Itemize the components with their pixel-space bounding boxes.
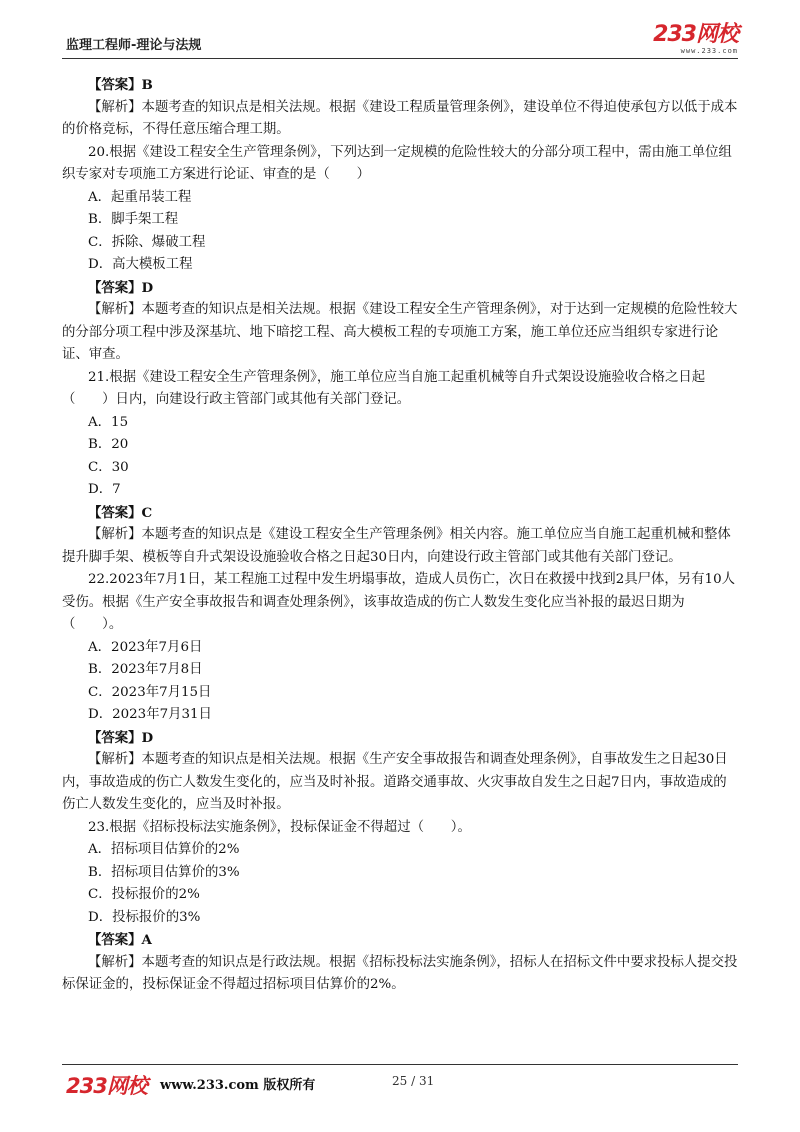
question-text: 22.2023年7月1日，某工程施工过程中发生坍塌事故，造成人员伤亡，次日在救援中找到2具尸体，另有10人受伤。根据《生产安全事故报告和调查处理条例》，该事故造成的伤亡人数发生变化应当补报的最迟日期为（ ）。 [62,572,735,632]
answer-option: C．30 [88,459,129,475]
footer-logo: 233网校 [66,1074,147,1098]
footer-copyright: www.233.com 版权所有 [160,1078,316,1093]
answer-option: D．投标报价的3% [88,909,201,925]
page-content [62,74,738,997]
question-text: 20.根据《建设工程安全生产管理条例》，下列达到一定规模的危险性较大的分部分项工程中，需由施工单位组织专家对专项施工方案进行论证、审查的是（ ） [62,144,732,182]
explanation-paragraph: 【解析】本题考查的知识点是相关法规。根据《建设工程质量管理条例》，建设单位不得迫使承包方以低于成本的价格竞标，不得任意压缩合理工期。 [62,99,738,137]
header-divider [62,58,738,59]
answer-option: D．高大模板工程 [88,257,193,272]
explanation-paragraph: 【解析】本题考查的知识点是行政法规。根据《招标投标法实施条例》，招标人在招标文件中要求投标人提交投标保证金的，投标保证金不得超过招标项目估算价的2%。 [62,954,738,992]
answer-option: A．招标项目估算价的2% [88,842,240,857]
answer-line: 【答案】B [88,77,153,93]
brand-logo [653,24,738,55]
answer-option: B．脚手架工程 [88,212,179,227]
answer-option: B．20 [88,437,129,452]
answer-option: A．2023年7月6日 [88,639,203,655]
answer-line: 【答案】D [88,729,154,746]
answer-line: 【答案】D [88,279,154,296]
question-text: 21.根据《建设工程安全生产管理条例》，施工单位应当自施工起重机械等自升式架设设施验收合格之日起（ ）日内，向建设行政主管部门或其他有关部门登记。 [62,369,706,407]
answer-option: C．拆除、爆破工程 [88,234,206,250]
brand-logo-text: 233网校 [653,22,738,47]
answer-option: B．招标项目估算价的3% [88,864,240,880]
footer-divider [62,1064,738,1065]
brand-logo-url: www.233.com [680,47,738,55]
answer-option: C．2023年7月15日 [88,684,212,700]
answer-line: 【答案】C [88,504,153,521]
explanation-paragraph: 【解析】本题考查的知识点是相关法规。根据《建设工程安全生产管理条例》，对于达到一定规模的危险性较大的分部分项工程中涉及深基坑、地下暗挖工程、高大模板工程的专项施工方案，施工单位还应当组织专家进行论证、审查。 [62,302,738,362]
answer-line: 【答案】A [88,932,152,948]
answer-option: B．2023年7月8日 [88,662,203,677]
document-title: 监理工程师-理论与法规 [66,38,202,53]
answer-option: C．投标报价的2% [88,887,200,902]
explanation-paragraph: 【解析】本题考查的知识点是《建设工程安全生产管理条例》相关内容。施工单位应当自施工起重机械和整体提升脚手架、模板等自升式架设设施验收合格之日起30日内，向建设行政主管部门或其他有关部门登记。 [62,527,731,565]
answer-option: D．2023年7月31日 [88,707,212,722]
answer-option: A．15 [88,414,129,430]
answer-option: A．起重吊装工程 [88,189,192,205]
explanation-paragraph: 【解析】本题考查的知识点是相关法规。根据《生产安全事故报告和调查处理条例》，自事故发生之日起30日内，事故造成的伤亡人数发生变化的，应当及时补报。道路交通事故、火灾事故自发生之日起7日内，事故造成的伤亡人数发生变化的，应当及时补报。 [62,752,728,812]
page-number: 25 / 31 [392,1074,435,1088]
question-text: 23.根据《招标投标法实施条例》，投标保证金不得超过（ ）。 [88,819,471,835]
answer-option: D．7 [88,482,121,497]
page-footer [62,1064,738,1104]
page-header [62,22,738,58]
